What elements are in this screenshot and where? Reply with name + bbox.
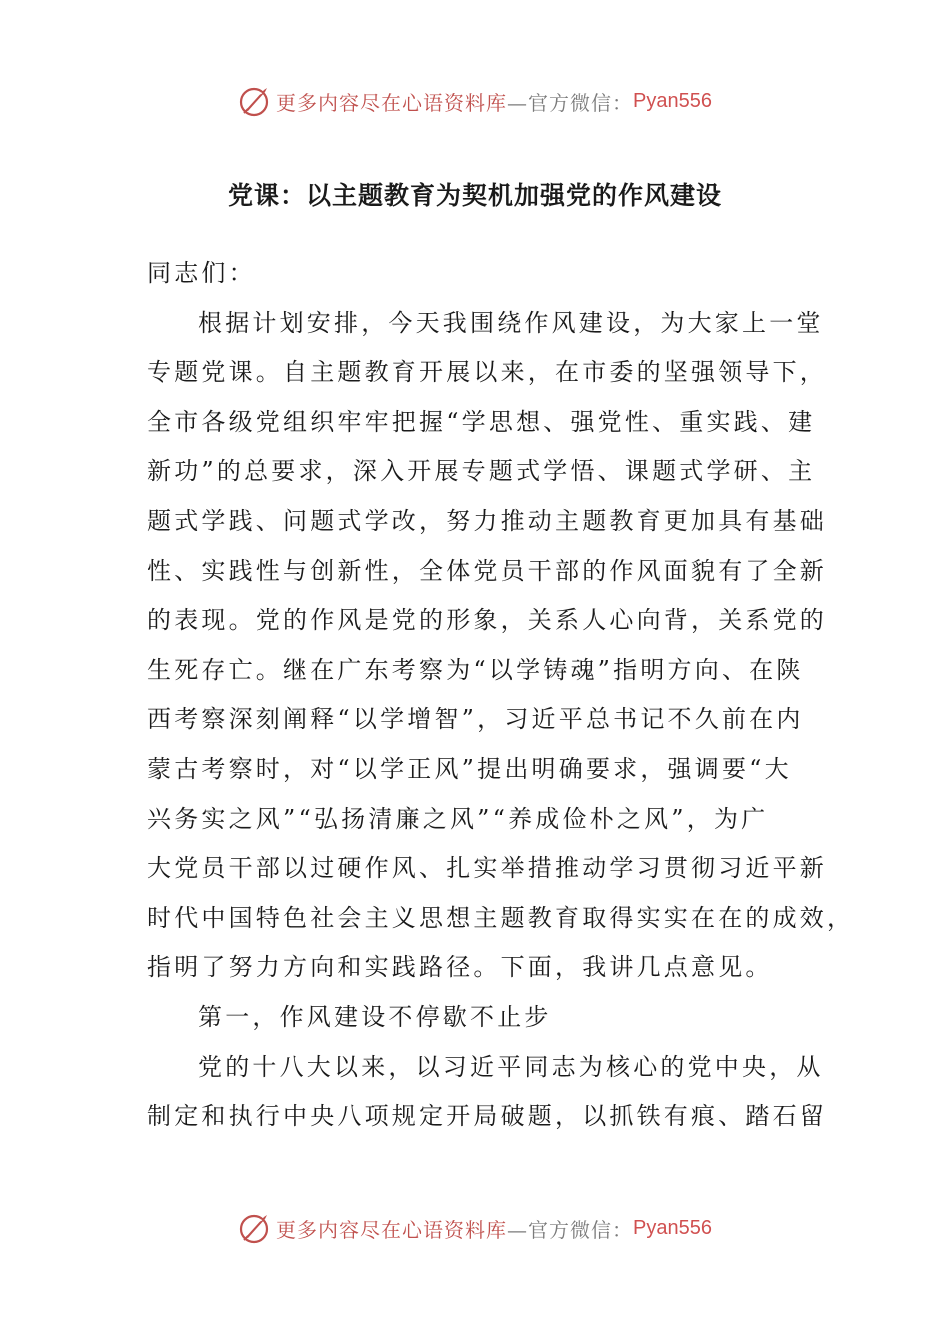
header-watermark xyxy=(0,84,950,118)
paragraph-line: 的表现。党的作风是党的形象，关系人心向背，关系党的 xyxy=(147,606,827,635)
paragraph-line: 蒙古考察时，对“以学正风”提出明确要求，强调要“大 xyxy=(147,754,792,783)
paragraph-line: 兴务实之风”“弘扬清廉之风”“养成俭朴之风”，为广 xyxy=(147,804,769,833)
watermark-wechat-label: —官方微信： xyxy=(507,90,634,115)
paragraph-line: 生死存亡。继在广东考察为“以学铸魂”指明方向、在陕 xyxy=(147,655,804,684)
watermark-lead: 更多内容尽在心语资料库 xyxy=(276,1217,508,1242)
paragraph-line: 全市各级党组织牢牢把握“学思想、强党性、重实践、建 xyxy=(147,407,816,436)
footer-watermark xyxy=(0,1211,950,1245)
paragraph-line: 题式学践、问题式学改，努力推动主题教育更加具有基础 xyxy=(147,506,827,535)
section-heading: 第一，作风建设不停歇不止步 xyxy=(198,1002,552,1031)
quill-logo-icon xyxy=(238,1211,272,1245)
paragraph-line: 西考察深刻阐释“以学增智”，习近平总书记不久前在内 xyxy=(147,705,804,734)
document-title: 党课：以主题教育为契机加强党的作风建设 xyxy=(227,181,722,210)
document-body xyxy=(147,249,855,1142)
paragraph-line: 根据计划安排，今天我围绕作风建设，为大家上一堂 xyxy=(198,308,824,337)
quill-logo-icon xyxy=(238,84,272,118)
paragraph-line: 性、实践性与创新性，全体党员干部的作风面貌有了全新 xyxy=(147,556,827,585)
paragraph-line: 大党员干部以过硬作风、扎实举措推动学习贯彻习近平新 xyxy=(147,854,827,883)
paragraph-line: 党的十八大以来，以习近平同志为核心的党中央，从 xyxy=(198,1052,824,1081)
salutation: 同志们： xyxy=(147,259,256,287)
paragraph-line: 制定和执行中央八项规定开局破题，以抓铁有痕、踏石留 xyxy=(147,1102,827,1131)
watermark-wechat-id: Pyan556 xyxy=(633,89,712,112)
paragraph-line: 新功”的总要求，深入开展专题式学悟、课题式学研、主 xyxy=(147,457,816,486)
watermark-wechat-label: —官方微信： xyxy=(507,1217,634,1242)
paragraph-line: 专题党课。自主题教育开展以来，在市委的坚强领导下， xyxy=(147,358,827,387)
paragraph-line: 时代中国特色社会主义思想主题教育取得实实在在的成效， xyxy=(147,903,855,932)
watermark-lead: 更多内容尽在心语资料库 xyxy=(276,90,508,115)
paragraph-line: 指明了努力方向和实践路径。下面，我讲几点意见。 xyxy=(147,953,773,982)
watermark-wechat-id: Pyan556 xyxy=(633,1216,712,1239)
